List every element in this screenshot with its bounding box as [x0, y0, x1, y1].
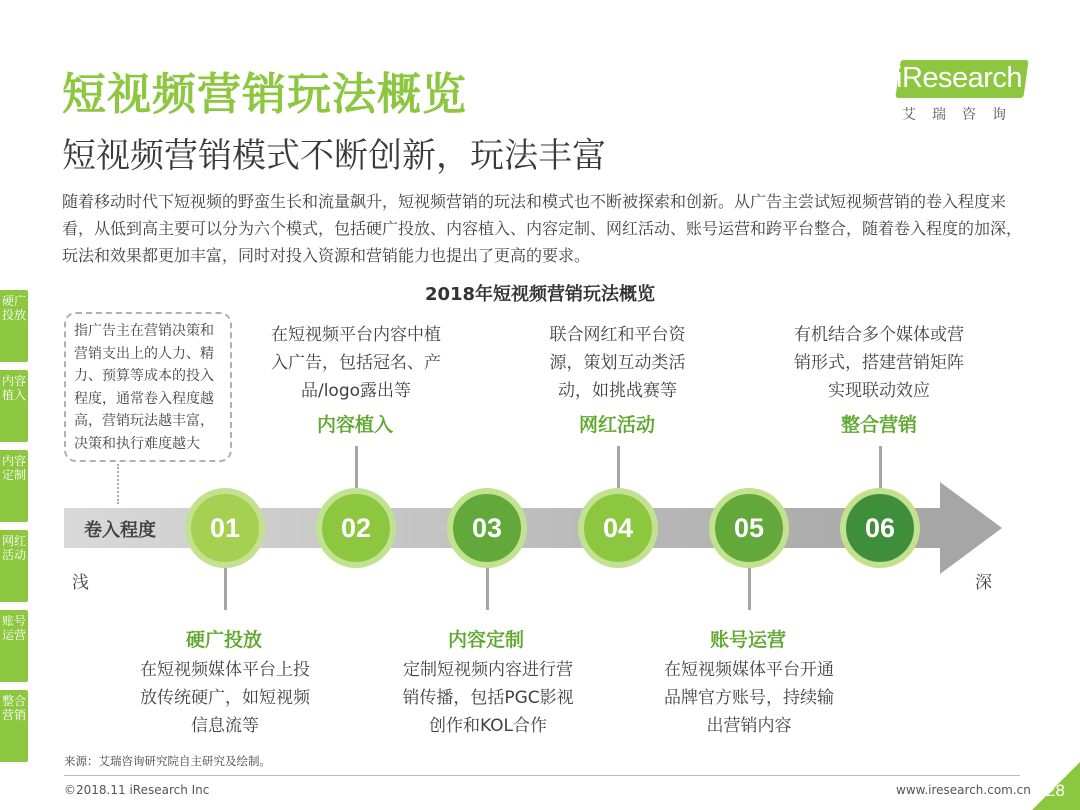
footer-divider: [64, 775, 1020, 776]
page-title: 短视频营销玩法概览: [62, 69, 467, 120]
connector-04: [617, 446, 620, 488]
involvement-label: 卷入程度: [84, 520, 156, 541]
step-circle-04: 04: [578, 488, 658, 568]
chart-title: 2018年短视频营销玩法概览: [424, 284, 656, 305]
step-04-title: 网红活动: [578, 414, 655, 436]
connector-05: [748, 568, 751, 610]
step-05-desc: 在短视频媒体平台开通品牌官方账号，持续输出营销内容: [664, 660, 834, 736]
step-05-title: 账号运营: [709, 629, 786, 651]
step-02-desc: 在短视频平台内容中植入广告，包括冠名、产品/logo露出等: [271, 325, 441, 401]
step-02-title: 内容植入: [316, 414, 393, 436]
step-circle-06: 06: [840, 488, 920, 568]
step-01-title: 硬广投放: [185, 629, 262, 651]
step-03-desc: 定制短视频内容进行营销传播，包括PGC影视创作和KOL合作: [402, 660, 574, 736]
side-tab-influencer[interactable]: 网红活动: [0, 530, 28, 602]
step-01-desc: 在短视频媒体平台上投放传统硬广，如短视频信息流等: [140, 660, 310, 736]
step-circle-01: 01: [185, 488, 265, 568]
note-connector: [117, 464, 119, 504]
step-06-title: 整合营销: [840, 414, 917, 436]
definition-note: 指广告主在营销决策和营销支出上的人力、精力、预算等成本的投入程度，通常卷入程度越高，营销玩法越丰富，决策和执行难度越大: [64, 312, 232, 462]
copyright: ©2018.11 iResearch Inc: [64, 783, 210, 797]
source-note: 来源：艾瑞咨询研究院自主研究及绘制。: [64, 754, 271, 768]
connector-06: [879, 446, 882, 488]
connector-02: [355, 446, 358, 488]
side-tab-custom[interactable]: 内容定制: [0, 450, 28, 522]
page-subtitle: 短视频营销模式不断创新，玩法丰富: [62, 136, 606, 176]
connector-03: [486, 568, 489, 610]
side-tab-ad[interactable]: 硬广投放: [0, 290, 28, 362]
low-label: 浅: [72, 573, 89, 593]
side-tab-integrated[interactable]: 整合营销: [0, 690, 28, 762]
connector-01: [224, 568, 227, 610]
logo-subtext: 艾瑞咨询: [902, 107, 1022, 123]
step-circle-02: 02: [316, 488, 396, 568]
step-04-desc: 联合网红和平台资源，策划互动类活动，如挑战赛等: [549, 325, 686, 401]
iresearch-logo: [892, 56, 1032, 126]
high-label: 深: [975, 573, 992, 593]
step-06-desc: 有机结合多个媒体或营销形式，搭建营销矩阵实现联动效应: [794, 325, 964, 401]
step-circle-03: 03: [447, 488, 527, 568]
intro-paragraph: 随着移动时代下短视频的野蛮生长和流量飙升，短视频营销的玩法和模式也不断被探索和创新。从广告主尝试短视频营销的卷入程度来看，从低到高主要可以分为六个模式，包括硬广投放、内容植入、内容定制、网红活动、账号运营和跨平台整合，随着卷入程度的加深，玩法和效果都更加丰富，同时对投入资源和营销能力也提出了更高的要求。: [62, 192, 1023, 265]
side-tab-placement[interactable]: 内容植入: [0, 370, 28, 442]
page-number: 28: [1046, 781, 1065, 800]
step-03-title: 内容定制: [447, 629, 524, 651]
arrow-head-icon: [940, 482, 1002, 574]
website-link[interactable]: www.iresearch.com.cn: [896, 783, 1031, 797]
step-circle-05: 05: [709, 488, 789, 568]
side-tab-account[interactable]: 账号运营: [0, 610, 28, 682]
logo-brand-text: iResearch: [896, 62, 1023, 94]
